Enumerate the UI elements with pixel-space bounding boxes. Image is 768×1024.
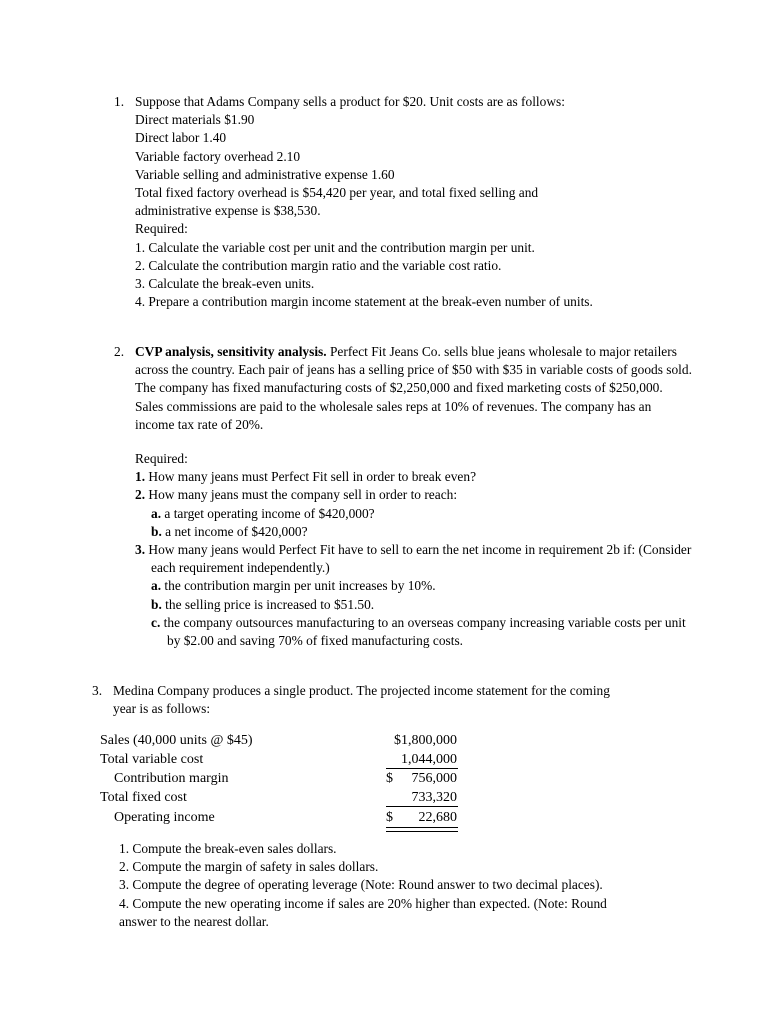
q-letter: b. xyxy=(151,596,162,612)
problem-3-number: 3. xyxy=(92,683,103,698)
stmt-amount: 756,000 xyxy=(411,771,457,786)
q-text: the contribution margin per unit increases by 10%. xyxy=(164,578,436,594)
stmt-amount: $1,800,000 xyxy=(394,733,457,748)
stmt-label: Total variable cost xyxy=(100,752,204,767)
stmt-row-sales xyxy=(100,732,465,751)
problem-1-line: 3. Calculate the break-even units. xyxy=(135,276,315,292)
problem-1-line: Total fixed factory overhead is $54,420 per year, and total fixed selling and xyxy=(135,185,539,201)
problem-3-intro-line: year is as follows: xyxy=(113,701,211,717)
stmt-label: Sales (40,000 units @ $45) xyxy=(100,733,253,748)
stmt-underline xyxy=(386,806,458,807)
problem-2-title: CVP analysis, sensitivity analysis. xyxy=(135,344,327,359)
problem-3-task: 2. Compute the margin of safety in sales dollars. xyxy=(119,859,379,875)
problem-1-line: 2. Calculate the contribution margin ratio and the variable cost ratio. xyxy=(135,257,502,273)
problem-2-required: Required: xyxy=(135,451,188,467)
q-letter: b. xyxy=(151,523,162,539)
problem-1-line: Suppose that Adams Company sells a product for $20. Unit costs are as follows: xyxy=(135,94,565,109)
q-text: How many jeans would Perfect Fit have to sell to earn the net income in requirement 2b if: (Consider each requirement independently.) xyxy=(148,542,692,576)
stmt-amount: 22,680 xyxy=(418,810,457,825)
stmt-amount: 733,320 xyxy=(411,790,457,805)
problem-1-body xyxy=(135,93,714,311)
problem-3-task: 3. Compute the degree of operating leverage (Note: Round answer to two decimal places). xyxy=(119,877,603,893)
stmt-dollar-sign: $ xyxy=(386,771,393,786)
stmt-amount: 1,044,000 xyxy=(401,752,457,767)
problem-3-task: answer to the nearest dollar. xyxy=(119,913,269,929)
stmt-label: Contribution margin xyxy=(114,771,229,786)
q-number: 3. xyxy=(135,542,146,558)
stmt-label: Operating income xyxy=(114,810,215,825)
q-text: the company outsources manufacturing to an overseas company increasing variable costs per unit by $2.00 and saving 70% of fixed manufacturing costs. xyxy=(163,614,686,649)
problem-1-line: 4. Prepare a contribution margin income statement at the break-even number of units. xyxy=(135,294,593,310)
problem-3-task: 1. Compute the break-even sales dollars. xyxy=(119,841,337,856)
q-letter: a. xyxy=(151,505,162,521)
q-text: a net income of $420,000? xyxy=(165,523,308,539)
stmt-dollar-sign: $ xyxy=(386,810,393,825)
problem-2-q3a xyxy=(151,577,694,595)
problem-1-line: Direct materials $1.90 xyxy=(135,112,255,128)
q-number: 2. xyxy=(135,487,146,503)
problem-2-q2 xyxy=(135,486,694,504)
problem-2-q3c xyxy=(151,614,694,650)
problem-3 xyxy=(92,682,692,718)
problem-1 xyxy=(114,93,714,311)
q-number: 1. xyxy=(135,469,146,485)
problem-1-line: Required: xyxy=(135,221,188,237)
q-text: a target operating income of $420,000? xyxy=(164,505,375,521)
problem-1-number: 1. xyxy=(114,94,125,109)
problem-1-line: Direct labor 1.40 xyxy=(135,130,227,146)
q-text: How many jeans must the company sell in order to reach: xyxy=(148,487,458,503)
problem-3-body xyxy=(113,682,692,718)
problem-2-q3 xyxy=(135,541,694,577)
stmt-double-underline xyxy=(386,827,458,832)
q-letter: c. xyxy=(151,614,161,630)
problem-3-intro-line: Medina Company produces a single product. The projected income statement for the coming xyxy=(113,683,610,698)
stmt-underline xyxy=(386,768,458,769)
problem-3-task: 4. Compute the new operating income if sales are 20% higher than expected. (Note: Round xyxy=(119,895,607,911)
problem-2-q1 xyxy=(135,468,694,486)
problem-2-number: 2. xyxy=(114,344,125,359)
income-statement xyxy=(100,732,465,832)
problem-2 xyxy=(114,343,694,650)
stmt-row-operating-income xyxy=(100,809,465,828)
stmt-row-contribution-margin xyxy=(100,770,465,789)
problem-2-body xyxy=(135,343,694,650)
problem-1-line: Variable factory overhead 2.10 xyxy=(135,148,301,164)
problem-1-line: Variable selling and administrative expense 1.60 xyxy=(135,166,395,182)
problem-1-line: administrative expense is $38,530. xyxy=(135,203,321,219)
q-text: How many jeans must Perfect Fit sell in order to break even? xyxy=(148,469,477,485)
problem-1-line: 1. Calculate the variable cost per unit and the contribution margin per unit. xyxy=(135,239,535,255)
problem-2-q3b xyxy=(151,596,694,614)
problem-2-q2a xyxy=(151,505,694,523)
problem-2-q2b xyxy=(151,523,694,541)
problem-3-tasks xyxy=(119,840,679,931)
q-letter: a. xyxy=(151,578,162,594)
problem-2-intro xyxy=(135,343,694,434)
problem-2-intro-text: Perfect Fit Jeans Co. sells blue jeans wholesale to major retailers across the country. Each pair of jeans has a selling price of $50 with $35 in variable costs of goods sold. The company has fixed manufacturing costs of $2,250,000 and fixed marketing costs of $250,000. Sales commissions are paid to the wholesale sales reps at 10% of revenues. The company has an income tax rate of 20%. xyxy=(135,344,692,432)
stmt-label: Total fixed cost xyxy=(100,790,187,805)
q-text: the selling price is increased to $51.50. xyxy=(165,596,375,612)
